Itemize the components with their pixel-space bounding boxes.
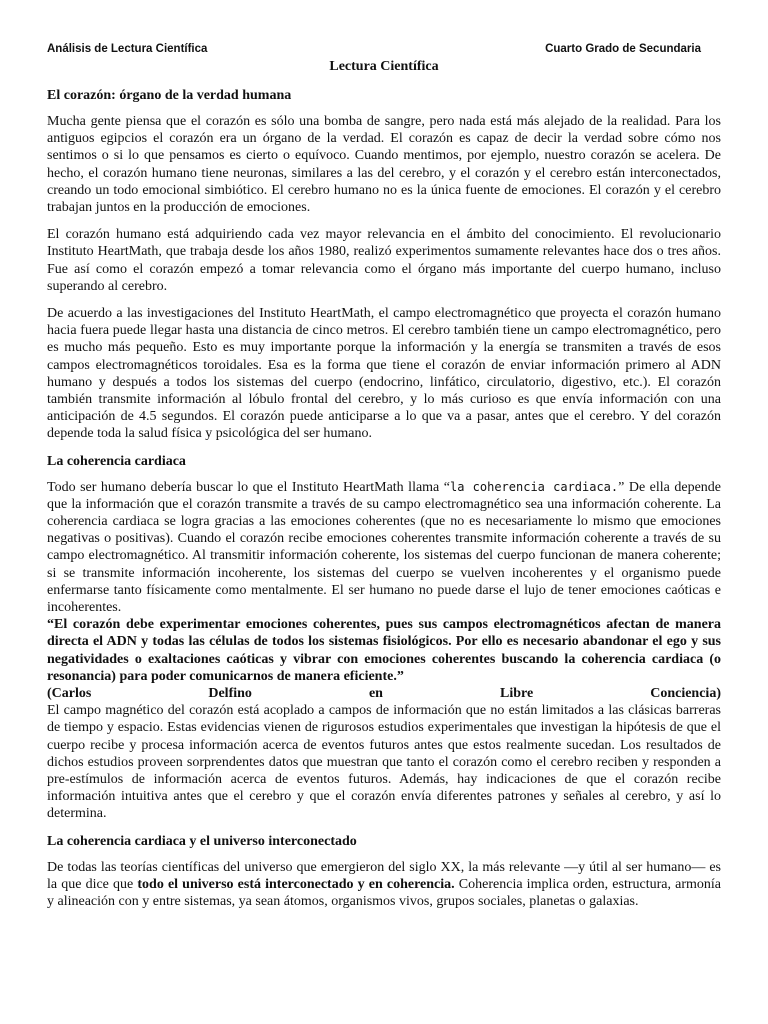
quote: “El corazón debe experimentar emociones coherentes, pues sus campos electromagnéticos afectan de manera directa el ADN y todas las células de todos los sistemas fisiológicos. Por ello es necesario abandonar el ego y sus negatividades o exaltaciones caóticas y vibrar con emociones coherentes buscando la coherencia cardiaca (o resonancia) para poder comunicarnos de manera eficiente.” <box>47 617 721 684</box>
text-run: ” De ella depende que la información que el corazón transmite a través de su campo electromagnético sea una información coherente. La coherencia cardiaca se logra gracias a las emociones coherentes (que no es necesariamente lo mismo que emociones negativas o positivas). Cuando el corazón recibe emociones coherentes transmite información coherente a través de su campo electromagnético. Al transmitir información coherente, los sistemas del cuerpo funcionan de manera coherente; si se transmite información incoherente, los sistemas del cuerpo se vuelven incoherentes y el organismo puede enfermarse tanto físicamente como mentalmente. El ser humano no puede darse el lujo de tener emociones caóticas e incoherentes. <box>47 479 722 616</box>
paragraph: El campo magnético del corazón está acoplado a campos de información que no están limitados a las clásicas barreras de tiempo y espacio. Estas evidencias vienen de rigurosos estudios experimentales que investigan la hipótesis de que el cuerpo recibe y procesa información acerca de eventos futuros antes que estos realmente sucedan. Los resultados de dichos estudios proveen sorprendentes datos que muestran que tanto el corazón como el cerebro reciben y responden a pre-estímulos de información acerca de eventos futuros. Además, hay indicaciones de que el corazón recibe información intuitiva antes que el cerebro y que el corazón envía diferentes patrones y señales al cerebro, y así lo determina. <box>47 703 721 822</box>
section-heading-corazon: El corazón: órgano de la verdad humana <box>47 88 292 103</box>
section-heading-universo: La coherencia cardiaca y el universo interconectado <box>47 833 357 849</box>
page-header <box>47 40 721 58</box>
text-run: De todas las teorías científicas del universo que emergieron del siglo XX, la más relevante —y útil al ser humano— es la que dice que <box>47 859 721 892</box>
emphasis: todo el universo está interconectado y en coherencia. <box>137 876 455 892</box>
citation-word: Conciencia) <box>650 686 721 702</box>
document-title: Lectura Científica <box>329 59 439 74</box>
paragraph: Mucha gente piensa que el corazón es sólo una bomba de sangre, pero nada está más alejado de la realidad. Para los antiguos egipcios el corazón era un órgano de la verdad. El corazón es capaz de decir la verdad sobre cómo nos sentimos o si lo que pensamos es cierto o equívoco. Cuando mentimos, por ejemplo, nuestro corazón se acelera. De hecho, el corazón humano tiene neuronas, similares a las del cerebro, y el corazón y el cerebro están interconectados, creando un todo emocional simbiótico. El cerebro humano no es la única fuente de emociones. El corazón y el cerebro trabajan juntos en la producción de emociones. <box>47 114 721 216</box>
text-run: Coherencia implica orden, estructura, armonía y alineación con y entre sistemas, ya sean átomos, organismos vivos, grupos sociales, planetas o galaxias. <box>47 876 721 909</box>
citation-word: en <box>368 686 383 702</box>
header-grade: Cuarto Grado de Secundaria <box>545 43 701 55</box>
term-coherencia-cardiaca: la coherencia cardiaca. <box>449 479 619 494</box>
section-heading-coherencia: La coherencia cardiaca <box>47 453 186 469</box>
citation-word: (Carlos <box>47 686 92 702</box>
header-subject: Análisis de Lectura Científica <box>47 43 208 55</box>
citation-word: Delfino <box>208 686 252 702</box>
document-page <box>47 40 721 920</box>
paragraph-coherencia <box>47 479 721 617</box>
paragraph: De acuerdo a las investigaciones del Instituto HeartMath, el campo electromagnético que proyecta el corazón humano hacia fuera puede llegar hasta una distancia de cinco metros. El cerebro también tiene un campo electromagnético, pero es mucho más pequeño. Esto es muy importante porque la información y la energía se transmiten a través de esos campos electromagnéticos toroidales. Esa es la forma que tiene el corazón de enviar información primero al ADN humano y después a todos los sistemas del cuerpo (endocrino, linfático, circulatorio, digestivo, etc.). El corazón también transmite información al lóbulo frontal del cerebro, y lo más curioso es que envía información con una anticipación de 4.5 segundos. El corazón puede anticiparse a lo que va a pasar, antes que el cerebro. Y del corazón depende toda la salud física y psicológica del ser humano. <box>47 306 721 442</box>
citation-word: Libre <box>499 686 534 702</box>
text-run: Todo ser humano debería buscar lo que el Instituto HeartMath llama “ <box>47 479 450 495</box>
paragraph-universo <box>47 859 721 911</box>
quote-citation <box>47 685 721 702</box>
paragraph: El corazón humano está adquiriendo cada vez mayor relevancia en el ámbito del conocimiento. El revolucionario Instituto HeartMath, que trabaja desde los años 1980, realizó experimentos sumamente relevantes hace dos o tres años. Fue así como el corazón empezó a tomar relevancia como el órgano más importante del cuerpo humano, incluso superando al cerebro. <box>47 227 721 294</box>
